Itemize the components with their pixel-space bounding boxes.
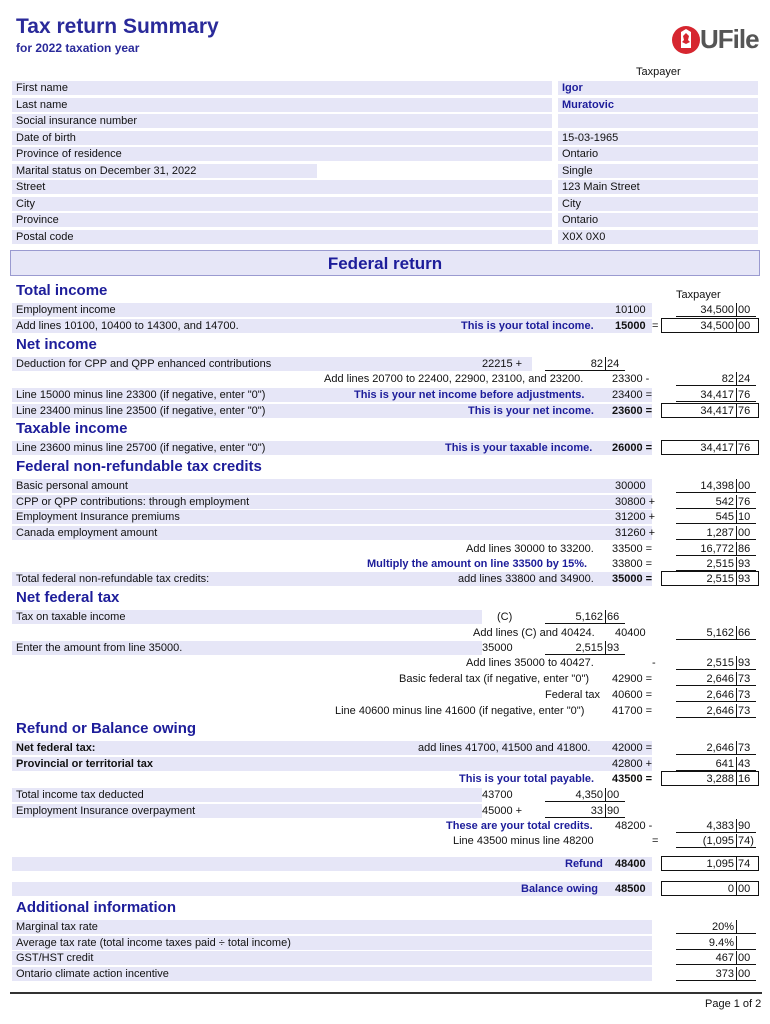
line-23300: 23300 - [612,373,650,385]
line-43500: 43500 = [612,773,653,785]
provincial-tax-label: Provincial or territorial tax [16,758,153,770]
line-42800: 42800 + [612,758,653,770]
credit-line-number: 31260 + [615,526,656,539]
refund-text: Refund [565,858,603,870]
net-income-text: This is your net income. [468,405,594,417]
enter-35000-label: Enter the amount from line 35000. [16,642,183,654]
section-net-income: Net income [16,336,97,353]
taxable-income-label: Line 23600 minus line 25700 (if negative, enter "0") [16,442,266,454]
personal-value: 123 Main Street [562,181,640,193]
net-income-before-amount: 34,417 76 [676,388,756,402]
total-income-text: This is your total income. [461,320,594,332]
net-federal-tax-label: Net federal tax: [16,742,96,754]
total-credits-text: add lines 33800 and 34900. [458,573,594,585]
additional-info-label: Ontario climate action incentive [16,967,169,980]
personal-value: Single [562,164,593,177]
income-tax-deducted-amount: 4,350 00 [545,788,625,802]
line-23400: 23400 = [612,389,653,401]
additional-info-label: Average tax rate (total income taxes paid ÷ total income) [16,936,291,949]
net-income-amount: 34,417 76 [676,404,756,418]
total-payable-text: This is your total payable. [459,773,595,785]
add-lines-label: Add lines 10100, 10400 to 14300, and 14700. [16,320,239,332]
footer-divider [10,992,762,994]
line-41700: 41700 = [612,705,653,717]
page-subtitle: for 2022 taxation year [16,41,140,55]
net-federal-tax-amount: 2,646 73 [676,741,756,755]
taxpayer-column-header: Taxpayer [636,66,681,78]
total-credits-amount: 2,515 93 [676,572,756,586]
employment-income-label: Employment income [16,304,116,316]
credits-15pct-amount: 2,515 93 [676,557,756,571]
line-23400-label: Line 15000 minus line 23300 (if negative, enter "0") [16,389,266,401]
federal-return-title: Federal return [327,254,443,273]
line-48500: 48500 [615,883,646,895]
add-c-text: Add lines (C) and 40424. [473,627,595,639]
line-33500: 33500 = [612,543,653,555]
page-title: Tax return Summary [16,15,219,38]
personal-value: Ontario [562,148,599,160]
line-42000: 42000 = [612,742,653,754]
multiply-text: Multiply the amount on line 33500 by 15%. [367,558,588,570]
line-43700: 43700 [482,789,513,801]
income-tax-deducted-label: Total income tax deducted [16,789,144,801]
ei-overpayment-amount: 33 90 [545,804,625,818]
additional-info-amount: 373 00 [676,967,756,981]
credit-label: CPP or QPP contributions: through employment [16,495,250,508]
ei-overpayment-label: Employment Insurance overpayment [16,805,196,817]
credit-amount: 1,287 00 [676,526,756,540]
net-income-before-text: This is your net income before adjustments. [354,389,585,401]
op-minus: - [652,657,656,669]
line-26000: 26000 = [612,442,653,454]
federal-return-banner [10,250,760,276]
op-equals: = [652,320,659,332]
line-40400: 40400 [615,627,646,639]
section-tax-credits: Federal non-refundable tax credits [16,458,262,475]
section-net-federal-tax: Net federal tax [16,589,120,606]
credit-amount: 14,398 00 [676,479,756,493]
credit-amount: 545 10 [676,510,756,524]
personal-label: Social insurance number [16,115,138,127]
balance-owing-text: Balance owing [521,883,599,895]
total-income-amount: 34,500 00 [676,319,756,333]
personal-label: Postal code [16,230,74,243]
line-41700-amount: 2,646 73 [676,704,756,718]
personal-value: Muratovic [562,98,614,111]
line-23600-label: Line 23400 minus line 23500 (if negative, enter "0") [16,405,266,417]
personal-value: Igor [562,82,583,94]
credits-subtotal-amount: 16,772 86 [676,542,756,556]
net-federal-tax-text: add lines 41700, 41500 and 41800. [418,742,591,754]
total-credits-refund-text: These are your total credits. [446,820,593,832]
personal-label: Province of residence [16,148,122,160]
refund-amount: 1,095 74 [676,857,756,871]
cpp-deduction-label: Deduction for CPP and QPP enhanced contributions [16,358,272,370]
personal-value: Ontario [562,214,599,226]
federal-tax-text: Federal tax [545,689,601,701]
section-refund: Refund or Balance owing [16,720,197,737]
add-credits-text: Add lines 30000 to 33200. [466,543,594,555]
taxable-income-text: This is your taxable income. [445,442,593,454]
credit-label: Canada employment amount [16,526,158,539]
additional-info-amount: 467 00 [676,951,756,965]
section-total-income: Total income [16,282,108,299]
line-33800: 33800 = [612,558,653,570]
provincial-tax-amount: 641 43 [676,757,756,771]
credit-line-number: 30000 [615,480,646,492]
maple-leaf-icon [672,22,702,58]
employment-income-amount: 34,500 00 [676,303,756,317]
credit-line-number: 30800 + [615,495,656,508]
personal-value: City [562,197,581,210]
additional-info-label: Marginal tax rate [16,921,98,933]
personal-value: 15-03-1965 [562,131,619,144]
taxpayer-label: Taxpayer [676,289,721,301]
additional-info-label: GST/HST credit [16,952,94,964]
line-45000: 45000 + [482,805,523,817]
line-41700-text: Line 40600 minus line 41600 (if negative, enter "0") [335,705,585,717]
line-15000: 15000 [615,320,646,332]
tax-on-taxable-label: Tax on taxable income [16,611,126,623]
line-43500-minus-text: Line 43500 minus line 48200 [453,835,594,847]
total-payable-amount: 3,288 16 [676,772,756,786]
line-10100: 10100 [615,304,646,316]
add-35000-amount: 2,515 93 [676,656,756,670]
add-35000-text: Add lines 35000 to 40427. [466,657,594,669]
total-credits-label: Total federal non-refundable tax credits: [16,573,210,585]
line-c: (C) [497,611,513,623]
basic-federal-tax-text: Basic federal tax (if negative, enter "0") [399,673,590,685]
personal-label: City [16,197,35,210]
line-35000-ref-amount: 2,515 93 [545,641,625,655]
section-taxable-income: Taxable income [16,420,128,437]
credit-label: Employment Insurance premiums [16,511,180,523]
personal-label: Date of birth [16,131,76,144]
section-additional-info: Additional information [16,899,176,916]
credit-amount: 542 76 [676,495,756,509]
op-equals: = [652,835,659,847]
add-deductions-text: Add lines 20700 to 22400, 22900, 23100, and 23200. [324,373,584,385]
personal-label: Province [16,214,59,226]
page-number: Page 1 of 2 [705,998,762,1010]
credit-line-number: 31200 + [615,511,656,523]
deductions-amount: 82 24 [676,372,756,386]
difference-amount: (1,095 74) [676,834,756,848]
basic-federal-tax-amount: 2,646 73 [676,672,756,686]
line-23600: 23600 = [612,405,653,417]
personal-value: X0X 0X0 [562,230,606,243]
personal-label: Marital status on December 31, 2022 [16,164,197,177]
credit-label: Basic personal amount [16,480,128,492]
line-22215: 22215 + [482,358,523,370]
total-credits-refund-amount: 4,383 90 [676,819,756,833]
taxable-income-amount: 34,417 76 [676,441,756,455]
balance-owing-amount: 0 00 [676,882,756,896]
line-48400: 48400 [615,858,646,870]
line-35000-ref: 35000 [482,642,513,654]
federal-tax-amount: 2,646 73 [676,688,756,702]
line-48200: 48200 - [615,820,653,832]
personal-label: First name [16,82,68,94]
logo-text: UFile [700,24,759,54]
line-42900: 42900 = [612,673,653,685]
additional-info-amount: 20% [676,920,756,934]
ufile-logo [672,22,762,58]
line-40400-amount: 5,162 66 [676,626,756,640]
personal-label: Last name [16,98,68,111]
personal-label: Street [16,181,46,193]
additional-info-amount: 9.4% [676,936,756,950]
line-35000: 35000 = [612,573,653,585]
tax-c-amount: 5,162 66 [545,610,625,624]
line-40600: 40600 = [612,689,653,701]
cpp-deduction-amount: 82 24 [545,357,625,371]
